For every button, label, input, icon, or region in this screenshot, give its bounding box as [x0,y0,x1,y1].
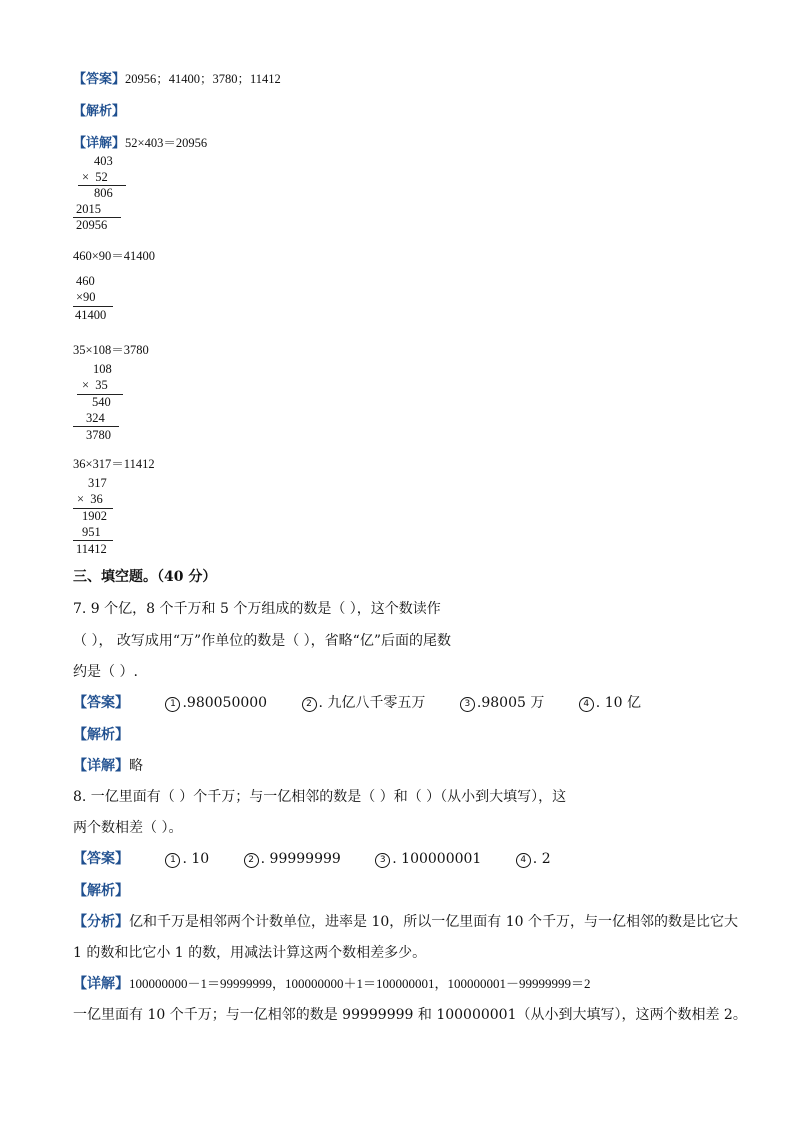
calc3-multiplicand: 108 [93,362,112,376]
q7-answer-line [73,692,641,712]
equation-1: 52×403＝20956 [125,136,208,150]
analysis-tag: 【解析】 [73,104,126,119]
calc1-multiplier: × 52 [82,170,108,184]
q7-answer-1: 1 .980050000 [165,695,267,712]
detail-line [73,132,207,151]
q8-answer-2-text: 99999999 [269,851,341,867]
vertical-calc-3 [73,362,133,444]
number-circle-icon: 4 [579,697,594,712]
q8-answer-4-text: 2 [541,851,551,867]
number-circle-icon: 1 [165,697,180,712]
q7-line-1: 7. 9 个亿，8 个千万和 5 个万组成的数是（ ），这个数读作 [73,601,441,617]
q8-line-1: 8. 一亿里面有（ ）个千万；与一亿相邻的数是（ ）和（ ）（从小到大填写），这 [73,789,567,805]
q7-detail-line [73,755,143,775]
q7-detail-tag: 【详解】 [73,758,129,774]
calc2-multiplicand: 460 [76,274,95,288]
calc1-multiplicand: 403 [94,154,113,168]
calc1-result: 20956 [76,218,108,232]
calc3-partial-2: 324 [86,411,105,425]
number-circle-icon: 1 [165,853,180,868]
q8-answer-tag: 【答案】 [73,851,129,867]
q7-answer-tag: 【答案】 [73,695,129,711]
q7-answer-4: 4 . 10 亿 [579,692,641,712]
q8-fenxi-line-1 [73,911,738,931]
number-circle-icon: 2 [244,853,259,868]
answer-line [73,68,281,87]
calc4-rule-2 [73,540,113,541]
q8-answer-3: 3 . 100000001 [375,851,481,868]
detail-tag: 【详解】 [73,136,126,151]
calc4-partial-1: 1902 [82,509,107,523]
section-3-title: 三、填空题。（40 分） [73,569,217,585]
calc4-multiplier: × 36 [77,492,103,506]
calc2-multiplier: ×90 [76,290,96,304]
q7-answer-3: 3 .98005 万 [460,692,544,712]
equation-4-line [73,454,155,472]
equation-2: 460×90＝41400 [73,249,156,263]
number-circle-icon: 3 [375,853,390,868]
q8-analysis-tag: 【解析】 [73,883,129,899]
q7-answer-2-text: 九亿八千零五万 [327,695,426,711]
q7-detail-text: 略 [129,758,143,774]
q7-analysis-tag: 【解析】 [73,727,129,743]
q7-answer-2: 2 . 九亿八千零五万 [302,692,426,712]
q8-analysis-line [73,880,129,900]
q8-answer-1: 1 . 10 [165,851,209,868]
calc2-rule [73,306,113,307]
q8-fenxi-tag: 【分析】 [73,914,129,930]
q8-conclusion: 一亿里面有 10 个千万；与一亿相邻的数是 99999999 和 100000001（从小到大填写），这两个数相差 2。 [73,1007,747,1023]
q8-fenxi-text-1: 亿和千万是相邻两个计数单位，进率是 10，所以一亿里面有 10 个千万，与一亿相邻的数是比它大 [129,914,738,930]
q8-answer-2: 2 . 99999999 [244,851,341,868]
calc3-multiplier: × 35 [82,378,108,392]
q8-answer-4: 4 . 2 [516,851,551,868]
q7-answer-4-text: 10 亿 [604,695,641,711]
calc3-result: 3780 [86,428,111,442]
q8-detail-text: 100000000－1＝99999999，100000000＋1＝100000001，100000001－99999999＝2 [129,976,591,991]
q8-answer-1-text: 10 [191,851,210,867]
q7-answer-3-text: 98005 万 [481,695,545,711]
calc4-result: 11412 [76,542,107,556]
q7-line-2: （ ）， 改写成用“万”作单位的数是（ ），省略“亿”后面的尾数 [73,633,451,649]
analysis-line [73,100,125,119]
calc1-partial-1: 806 [94,186,113,200]
q7-answer-1-text: 980050000 [186,695,268,711]
number-circle-icon: 3 [460,697,475,712]
q8-detail-line [73,973,591,993]
q7-analysis-line [73,724,129,744]
calc4-multiplicand: 317 [88,476,107,490]
number-circle-icon: 2 [302,697,317,712]
calc4-partial-2: 951 [82,525,101,539]
vertical-calc-2 [73,274,133,326]
calc3-partial-1: 540 [92,395,111,409]
q8-detail-tag: 【详解】 [73,976,129,992]
q7-line-3: 约是（ ）. [73,664,138,680]
q8-answer-3-text: 100000001 [401,851,482,867]
equation-3-line [73,340,149,358]
vertical-calc-4 [73,476,133,558]
answer-tag: 【答案】 [73,72,126,87]
equation-4: 36×317＝11412 [73,457,155,471]
q8-answer-line [73,848,551,868]
answer-text: 20956；41400；3780；11412 [125,72,281,86]
vertical-calc-1 [73,154,133,234]
number-circle-icon: 4 [516,853,531,868]
equation-3: 35×108＝3780 [73,343,149,357]
calc3-rule-2 [73,426,119,427]
q8-fenxi-line-2: 1 的数和比它小 1 的数，用减法计算这两个数相差多少。 [73,945,427,961]
calc1-partial-2: 2015 [76,202,101,216]
q8-line-2: 两个数相差（ ）。 [73,820,183,836]
equation-2-line [73,246,155,264]
calc2-result: 41400 [75,308,107,322]
